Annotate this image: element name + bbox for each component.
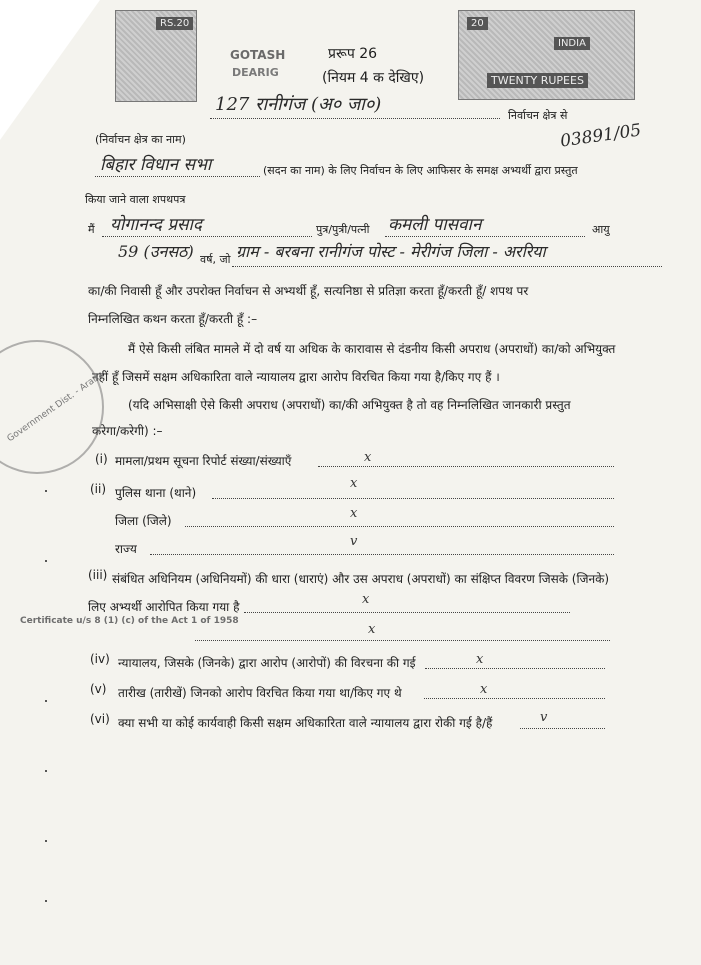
item-iv-number: (iv) — [90, 652, 110, 666]
state-label: राज्य — [115, 542, 137, 556]
certificate-stamp-text: Certificate u/s 8 (1) (c) of the Act 1 of 1958 — [20, 616, 239, 626]
binding-dot — [45, 840, 47, 842]
paragraph-2-line-1: (यदि अभिसाक्षी ऐसे किसी अपराध (अपराधों) का/की अभियुक्त है तो वह निम्नलिखित जानकारी प्रस्तुत — [128, 398, 571, 412]
right-stamp-denomination: TWENTY RUPEES — [487, 73, 588, 88]
item-i-label: मामला/प्रथम सूचना रिपोर्ट संख्या/संख्याएँ — [115, 454, 292, 468]
age-handwritten: 59 (उनसठ) — [118, 242, 194, 261]
item-v-label: तारीख (तारीखें) जिनको आरोप विरचित किया गया था/किए गए थे — [118, 686, 402, 700]
binding-dot — [45, 900, 47, 902]
state-mark: v — [350, 534, 358, 549]
folded-corner — [0, 0, 100, 140]
constituency-line — [210, 118, 500, 119]
item-ii-line — [212, 498, 614, 499]
item-i-number: (i) — [95, 452, 108, 466]
state-line — [150, 554, 614, 555]
district-line — [185, 526, 614, 527]
item-vi-number: (vi) — [90, 712, 110, 726]
item-ii-label: पुलिस थाना (थाने) — [115, 486, 197, 500]
house-line — [95, 176, 260, 177]
binding-dot — [45, 490, 47, 492]
item-ii-number: (ii) — [90, 482, 107, 496]
stamp-overlay-text-2: DEARIG — [232, 66, 279, 79]
item-iii-line — [244, 612, 570, 613]
item-iv-line — [425, 668, 605, 669]
district-label: जिला (जिले) — [115, 514, 172, 528]
address-line — [232, 266, 662, 267]
item-vi-mark: v — [540, 710, 548, 725]
stamp-overlay-text: GOTASH — [230, 48, 286, 62]
item-iii-line-2 — [195, 640, 610, 641]
affidavit-caption: किया जाने वाला शपथपत्र — [85, 193, 186, 206]
item-ii-mark: x — [350, 476, 358, 491]
father-line — [385, 236, 585, 237]
house-name-handwritten: बिहार विधान सभा — [100, 155, 212, 175]
declaration-line-1: का/की निवासी हूँ और उपरोक्त निर्वाचन से अभ्यर्थी हूँ, सत्यनिष्ठा से प्रतिज्ञा करता हूँ/करती हूँ/ शपथ पर — [88, 284, 529, 298]
item-i-mark: x — [364, 450, 372, 465]
binding-dot — [45, 560, 47, 562]
candidate-name-handwritten: योगानन्द प्रसाद — [110, 215, 202, 235]
item-iv-mark: x — [476, 652, 484, 667]
binding-dot — [45, 700, 47, 702]
item-v-mark: x — [480, 682, 488, 697]
year-label: वर्ष, जो — [200, 253, 231, 266]
nirvachan-kshetra-label: निर्वाचन क्षेत्र से — [508, 109, 568, 122]
item-vi-line — [520, 728, 605, 729]
binding-dot — [45, 770, 47, 772]
paragraph-2-line-2: करेगा/करेगी) :– — [92, 424, 163, 438]
district-mark: x — [350, 506, 358, 521]
item-iii-mark-2: x — [368, 622, 376, 637]
item-iii-number: (iii) — [88, 568, 108, 582]
paragraph-1-line-1: मैं ऐसे किसी लंबित मामले में दो वर्ष या अधिक के कारावास से दंडनीय किसी अपराध (अपराधों) का/को अभियुक्त — [128, 342, 616, 356]
form-rule: (नियम 4 क देखिए) — [322, 70, 425, 86]
left-revenue-stamp — [115, 10, 197, 102]
form-title: प्ररूप 26 — [328, 46, 378, 62]
name-line — [102, 236, 312, 237]
item-v-number: (v) — [90, 682, 107, 696]
address-handwritten: ग्राम - बरबना रानीगंज पोस्ट - मेरीगंज जिला - अररिया — [236, 242, 546, 261]
item-iii-label: संबंधित अधिनियम (अधिनियमों) की धारा (धाराएं) और उस अपराध (अपराधों) का संक्षिप्त विवरण जिसके (जिनके) — [112, 572, 610, 586]
right-stamp-country: INDIA — [554, 37, 590, 50]
left-stamp-label: RS.20 — [156, 17, 193, 30]
item-v-line — [424, 698, 605, 699]
constituency-handwritten: 127 रानीगंज (अ० जा०) — [215, 94, 382, 115]
right-stamp-value: 20 — [467, 17, 488, 30]
item-iii-mark: x — [362, 592, 370, 607]
item-iii-label-2: लिए अभ्यर्थी आरोपित किया गया है — [88, 600, 240, 614]
constituency-name-caption: (निर्वाचन क्षेत्र का नाम) — [95, 133, 186, 146]
item-vi-label: क्या सभी या कोई कार्यवाही किसी सक्षम अधिकारिता वाले न्यायालय द्वारा रोकी गई है/हैं — [118, 716, 493, 730]
relation-label: पुत्र/पुत्री/पत्नी — [316, 223, 370, 236]
father-name-handwritten: कमली पासवान — [388, 215, 482, 235]
main-prefix: मैं — [88, 223, 95, 236]
paragraph-1-line-2: नहीं हूँ जिसमें सक्षम अधिकारिता वाले न्यायालय द्वारा आरोप विरचित किया गया है/किए गए हैं । — [92, 370, 500, 384]
declaration-line-2: निम्नलिखित कथन करता हूँ/करती हूँ :– — [88, 312, 258, 326]
right-revenue-stamp — [458, 10, 635, 100]
item-i-line — [318, 466, 614, 467]
seal-text: Government Dist. - Araria — [5, 369, 106, 445]
reference-number-handwritten: 03891/05 — [559, 120, 643, 152]
item-iv-label: न्यायालय, जिसके (जिनके) द्वारा आरोप (आरोपों) की विरचना की गई — [118, 656, 416, 670]
house-line-text: (सदन का नाम) के लिए निर्वाचन के लिए आफिसर के समक्ष अभ्यर्थी द्वारा प्रस्तुत — [263, 164, 578, 177]
age-label: आयु — [592, 223, 610, 236]
